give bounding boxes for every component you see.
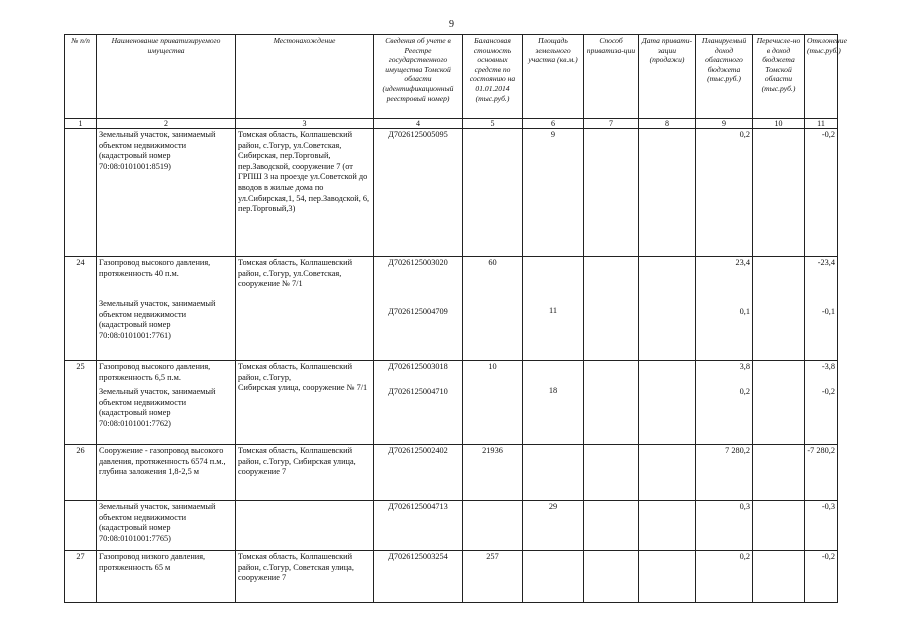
- row-number: 26: [65, 445, 97, 501]
- item-date: [639, 501, 696, 551]
- item-name: [97, 257, 236, 361]
- table-row: [65, 551, 838, 603]
- col-number: 5: [463, 119, 523, 129]
- item-deviation: -0,2: [805, 551, 838, 603]
- item-name-line: Земельный участок, занимаемый объектом недвижимости (кадастровый номер 70:08:0101001:7761): [99, 299, 216, 340]
- item-transfer: [753, 445, 805, 501]
- header-number: № п/п: [65, 35, 97, 119]
- item-area: [523, 361, 584, 445]
- item-name-line: Газопровод высокого давления, протяженность 6,5 п.м.: [99, 362, 211, 382]
- item-method: [584, 501, 639, 551]
- item-area: 9: [523, 129, 584, 257]
- item-transfer: [753, 551, 805, 603]
- item-date: [639, 257, 696, 361]
- header-date: Дата привати-зации (продажи): [639, 35, 696, 119]
- row-number: 24: [65, 257, 97, 361]
- table-row: [65, 257, 838, 361]
- item-name: Земельный участок, занимаемый объектом недвижимости (кадастровый номер 70:08:0101001:8519): [97, 129, 236, 257]
- item-name: Сооружение - газопровод высокого давления, протяженность 6574 п.м., глубина заложения 1,8-2,5 м: [97, 445, 236, 501]
- area-line: 18: [548, 386, 558, 395]
- col-number: 10: [753, 119, 805, 129]
- location-line: Томская область, Колпашевский район, с.Тогур,: [238, 362, 353, 382]
- registry-line: Д7026125004709: [388, 306, 448, 316]
- header-location: Местонахождение: [236, 35, 374, 119]
- deviation-line: -3,8: [821, 362, 835, 371]
- item-registry: [374, 361, 463, 445]
- item-registry: Д7026125005095: [374, 129, 463, 257]
- privatization-table: [64, 34, 847, 603]
- item-deviation: [805, 361, 838, 445]
- item-deviation: -0,3: [805, 501, 838, 551]
- header-balance: Балансовая стоимость основных средств по состоянию на 01.01.2014 (тыс.руб.): [463, 35, 523, 119]
- item-name-line: Газопровод высокого давления, протяженность 40 п.м.: [99, 258, 211, 278]
- item-balance: 60: [463, 257, 523, 361]
- item-balance: [463, 129, 523, 257]
- area-line: 11: [549, 306, 557, 315]
- item-name: Газопровод низкого давления, протяженность 65 м: [97, 551, 236, 603]
- item-name: [97, 361, 236, 445]
- header-registry: Сведения об учете в Реестре государственного имущества Томской области (идентификационный реестровый номер): [374, 35, 463, 119]
- row-number: [65, 129, 97, 257]
- item-income: [696, 361, 753, 445]
- col-number: 7: [584, 119, 639, 129]
- row-number: 25: [65, 361, 97, 445]
- col-number: 11: [805, 119, 838, 129]
- col-number: 2: [97, 119, 236, 129]
- header-deviation: Отклонение (тыс.руб.): [805, 35, 838, 119]
- deviation-line: -0,2: [821, 386, 835, 396]
- header-area: Площадь земельного участка (кв.м.): [523, 35, 584, 119]
- col-number: 3: [236, 119, 374, 129]
- item-income: 0,2: [696, 551, 753, 603]
- item-income: 7 280,2: [696, 445, 753, 501]
- income-line: 23,4: [735, 258, 750, 267]
- header-income: Планируемый доход областного бюджета (тыс.руб.): [696, 35, 753, 119]
- item-area: 29: [523, 501, 584, 551]
- row-number: [65, 501, 97, 551]
- location-line: Сибирская улица, сооружение № 7/1: [238, 383, 368, 393]
- column-number-row: [65, 119, 838, 129]
- item-income: 0,3: [696, 501, 753, 551]
- header-method: Способ приватиза-ции: [584, 35, 639, 119]
- item-registry: Д7026125004713: [374, 501, 463, 551]
- income-line: 0,1: [739, 306, 750, 316]
- item-registry: Д7026125003254: [374, 551, 463, 603]
- item-method: [584, 361, 639, 445]
- item-balance: [463, 501, 523, 551]
- col-number: 9: [696, 119, 753, 129]
- item-date: [639, 361, 696, 445]
- item-date: [639, 129, 696, 257]
- item-location: [236, 361, 374, 445]
- header-name: Наименование приватизируемого имущества: [97, 35, 236, 119]
- item-registry: [374, 257, 463, 361]
- item-registry: Д7026125002402: [374, 445, 463, 501]
- item-date: [639, 445, 696, 501]
- registry-line: Д7026125003018: [388, 362, 448, 371]
- table-row: [65, 129, 838, 257]
- registry-line: Д7026125004710: [388, 386, 448, 396]
- col-number: 6: [523, 119, 584, 129]
- table-row: [65, 445, 838, 501]
- item-name: Земельный участок, занимаемый объектом недвижимости (кадастровый номер 70:08:0101001:7765): [97, 501, 236, 551]
- item-method: [584, 257, 639, 361]
- registry-line: Д7026125003020: [388, 258, 448, 267]
- item-area: [523, 445, 584, 501]
- col-number: 4: [374, 119, 463, 129]
- item-area: [523, 257, 584, 361]
- item-balance: 21936: [463, 445, 523, 501]
- item-balance: 10: [463, 361, 523, 445]
- income-line: 3,8: [739, 362, 750, 371]
- item-deviation: -7 280,2: [805, 445, 838, 501]
- item-transfer: [753, 257, 805, 361]
- item-location: [236, 501, 374, 551]
- item-location: Томская область, Колпашевский район, с.Тогур, ул.Советская, сооружение № 7/1: [236, 257, 374, 361]
- item-deviation: [805, 257, 838, 361]
- header-transfer: Перечисле-но в доход бюджета Томской области (тыс.руб.): [753, 35, 805, 119]
- item-method: [584, 551, 639, 603]
- item-transfer: [753, 501, 805, 551]
- item-name-line: Земельный участок, занимаемый объектом недвижимости (кадастровый номер 70:08:0101001:7762): [99, 387, 216, 428]
- item-date: [639, 551, 696, 603]
- item-location: Томская область, Колпашевский район, с.Тогур, Сибирская улица, сооружение 7: [236, 445, 374, 501]
- table-row: [65, 361, 838, 445]
- item-method: [584, 129, 639, 257]
- item-balance: 257: [463, 551, 523, 603]
- item-income: [696, 257, 753, 361]
- col-number: 1: [65, 119, 97, 129]
- income-line: 0,2: [739, 386, 750, 396]
- item-area: [523, 551, 584, 603]
- deviation-line: -0,1: [821, 306, 835, 316]
- header-row: [65, 35, 838, 119]
- col-number: 8: [639, 119, 696, 129]
- item-transfer: [753, 129, 805, 257]
- item-deviation: -0,2: [805, 129, 838, 257]
- item-income: 0,2: [696, 129, 753, 257]
- row-number: 27: [65, 551, 97, 603]
- item-location: Томская область, Колпашевский район, с.Тогур, ул.Советская, Сибирская, пер.Торговый, пер.Заводской, сооружение 7 (от ГРПШ 3 на проезде ул.Советской до вводов в жилые дома по ул.Сибирская,1, 54, пер.Заводской, 6, пер.Торговый,3): [236, 129, 374, 257]
- item-transfer: [753, 361, 805, 445]
- deviation-line: -23,4: [817, 258, 835, 267]
- item-method: [584, 445, 639, 501]
- table-row: [65, 501, 838, 551]
- page-number: 9: [449, 19, 454, 30]
- item-location: Томская область, Колпашевский район, с.Тогур, Советская улица, сооружение 7: [236, 551, 374, 603]
